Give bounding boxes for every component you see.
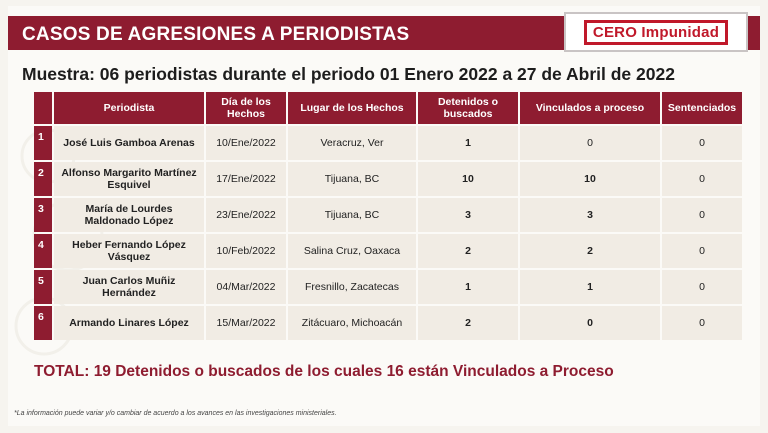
sentenced-count: 0 bbox=[662, 126, 742, 160]
table-body bbox=[34, 126, 742, 340]
linked-count: 3 bbox=[520, 198, 660, 232]
incident-location: Tijuana, BC bbox=[288, 162, 416, 196]
cases-table bbox=[32, 90, 744, 342]
header-row bbox=[34, 92, 742, 124]
sentenced-count: 0 bbox=[662, 270, 742, 304]
page-title: CASOS DE AGRESIONES A PERIODISTAS bbox=[22, 24, 410, 45]
slide bbox=[8, 6, 760, 426]
journalist-name: María de Lourdes Maldonado López bbox=[54, 198, 204, 232]
journalist-name: Armando Linares López bbox=[54, 306, 204, 340]
journalist-name: Alfonso Margarito Martínez Esquivel bbox=[54, 162, 204, 196]
row-number: 5 bbox=[34, 270, 52, 304]
detained-count: 10 bbox=[418, 162, 518, 196]
linked-count: 0 bbox=[520, 306, 660, 340]
logo-text: CERO Impunidad bbox=[584, 20, 728, 45]
incident-date: 10/Ene/2022 bbox=[206, 126, 286, 160]
detained-count: 2 bbox=[418, 234, 518, 268]
detained-count: 1 bbox=[418, 126, 518, 160]
incident-date: 23/Ene/2022 bbox=[206, 198, 286, 232]
column-header-sentenciados: Sentenciados bbox=[662, 92, 742, 124]
linked-count: 0 bbox=[520, 126, 660, 160]
incident-date: 17/Ene/2022 bbox=[206, 162, 286, 196]
row-number: 6 bbox=[34, 306, 52, 340]
linked-count: 10 bbox=[520, 162, 660, 196]
column-header-dia: Día de los Hechos bbox=[206, 92, 286, 124]
detained-count: 3 bbox=[418, 198, 518, 232]
incident-date: 04/Mar/2022 bbox=[206, 270, 286, 304]
table-row bbox=[34, 306, 742, 340]
sentenced-count: 0 bbox=[662, 198, 742, 232]
incident-location: Zitácuaro, Michoacán bbox=[288, 306, 416, 340]
journalist-name: José Luis Gamboa Arenas bbox=[54, 126, 204, 160]
cero-impunidad-logo bbox=[564, 12, 748, 52]
total-summary: TOTAL: 19 Detenidos o buscados de los cuales 16 están Vinculados a Proceso bbox=[34, 363, 614, 380]
sentenced-count: 0 bbox=[662, 306, 742, 340]
detained-count: 2 bbox=[418, 306, 518, 340]
linked-count: 2 bbox=[520, 234, 660, 268]
incident-location: Veracruz, Ver bbox=[288, 126, 416, 160]
sentenced-count: 0 bbox=[662, 162, 742, 196]
column-header-periodista: Periodista bbox=[54, 92, 204, 124]
row-number: 3 bbox=[34, 198, 52, 232]
journalist-name: Juan Carlos Muñiz Hernández bbox=[54, 270, 204, 304]
column-header-detenidos: Detenidos o buscados bbox=[418, 92, 518, 124]
row-number: 1 bbox=[34, 126, 52, 160]
journalist-name: Heber Fernando López Vásquez bbox=[54, 234, 204, 268]
table-header bbox=[34, 92, 742, 124]
table-row bbox=[34, 270, 742, 304]
column-header-vinculados: Vinculados a proceso bbox=[520, 92, 660, 124]
column-header-number bbox=[34, 92, 52, 124]
incident-location: Fresnillo, Zacatecas bbox=[288, 270, 416, 304]
table-row bbox=[34, 162, 742, 196]
row-number: 2 bbox=[34, 162, 52, 196]
incident-date: 10/Feb/2022 bbox=[206, 234, 286, 268]
incident-date: 15/Mar/2022 bbox=[206, 306, 286, 340]
disclaimer-footnote: *La información puede variar y/o cambiar de acuerdo a los avances en las investigaciones ministeriales. bbox=[14, 410, 337, 417]
column-header-lugar: Lugar de los Hechos bbox=[288, 92, 416, 124]
sample-subtitle: Muestra: 06 periodistas durante el periodo 01 Enero 2022 a 27 de Abril de 2022 bbox=[22, 64, 675, 84]
row-number: 4 bbox=[34, 234, 52, 268]
linked-count: 1 bbox=[520, 270, 660, 304]
table-row bbox=[34, 234, 742, 268]
incident-location: Tijuana, BC bbox=[288, 198, 416, 232]
table-row bbox=[34, 126, 742, 160]
detained-count: 1 bbox=[418, 270, 518, 304]
table-row bbox=[34, 198, 742, 232]
sentenced-count: 0 bbox=[662, 234, 742, 268]
incident-location: Salina Cruz, Oaxaca bbox=[288, 234, 416, 268]
